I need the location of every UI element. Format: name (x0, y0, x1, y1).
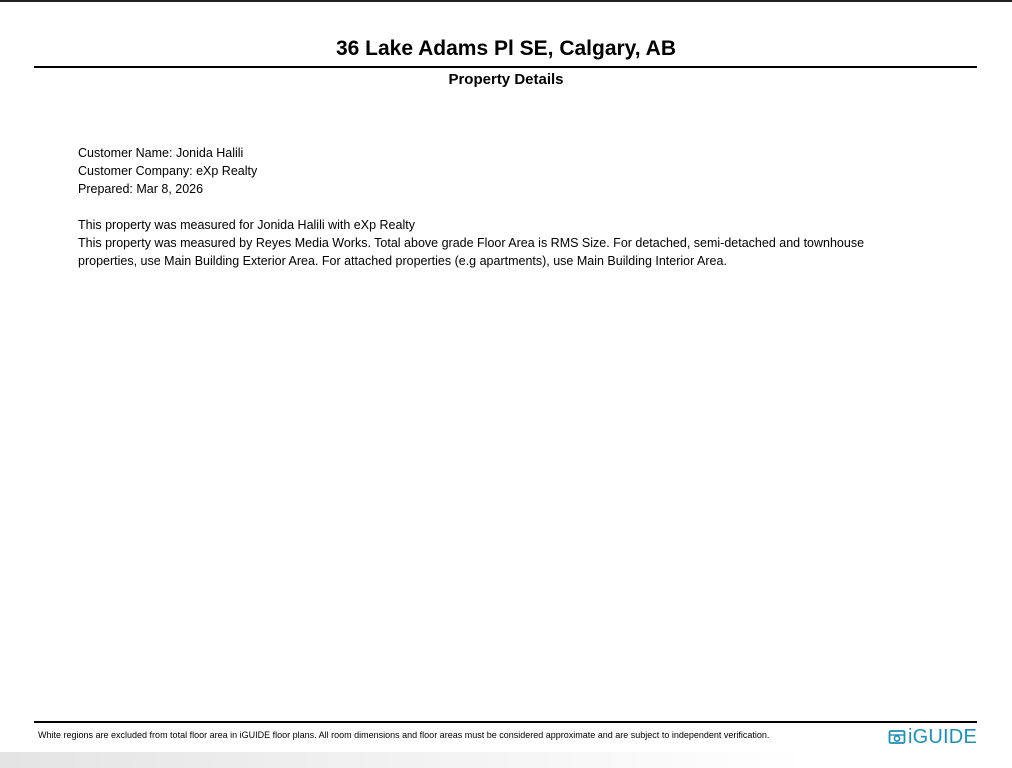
measured-for-text: This property was measured for Jonida Halili with eXp Realty (78, 218, 415, 232)
title-divider (34, 66, 977, 68)
paragraph-spacer (78, 198, 938, 216)
property-details-block (78, 144, 938, 270)
section-title: Property Details (448, 71, 564, 88)
iguide-logo-text: iGUIDE (908, 726, 977, 748)
footer-divider (34, 721, 977, 723)
iguide-logo (888, 726, 977, 748)
customer-name: Customer Name: Jonida Halili (78, 146, 244, 160)
customer-company: Customer Company: eXp Realty (78, 164, 258, 178)
prepared-date: Prepared: Mar 8, 2026 (78, 182, 204, 196)
viewer-bottom-shadow (0, 752, 1012, 768)
footer-disclaimer: White regions are excluded from total floor area in iGUIDE floor plans. All room dimensions and floor areas must be considered approximate and are subject to independent verification. (38, 730, 770, 740)
page-title: 36 Lake Adams Pl SE, Calgary, AB (335, 37, 677, 60)
iguide-camera-icon (888, 728, 906, 746)
page-top-edge (0, 0, 1012, 2)
measured-by-text: This property was measured by Reyes Media Works. Total above grade Floor Area is RMS Size. For detached, semi-detached and townhouse properties, use Main Building Exterior Area. For attached properties (e.g apartments), use Main Building Interior Area. (78, 236, 865, 268)
